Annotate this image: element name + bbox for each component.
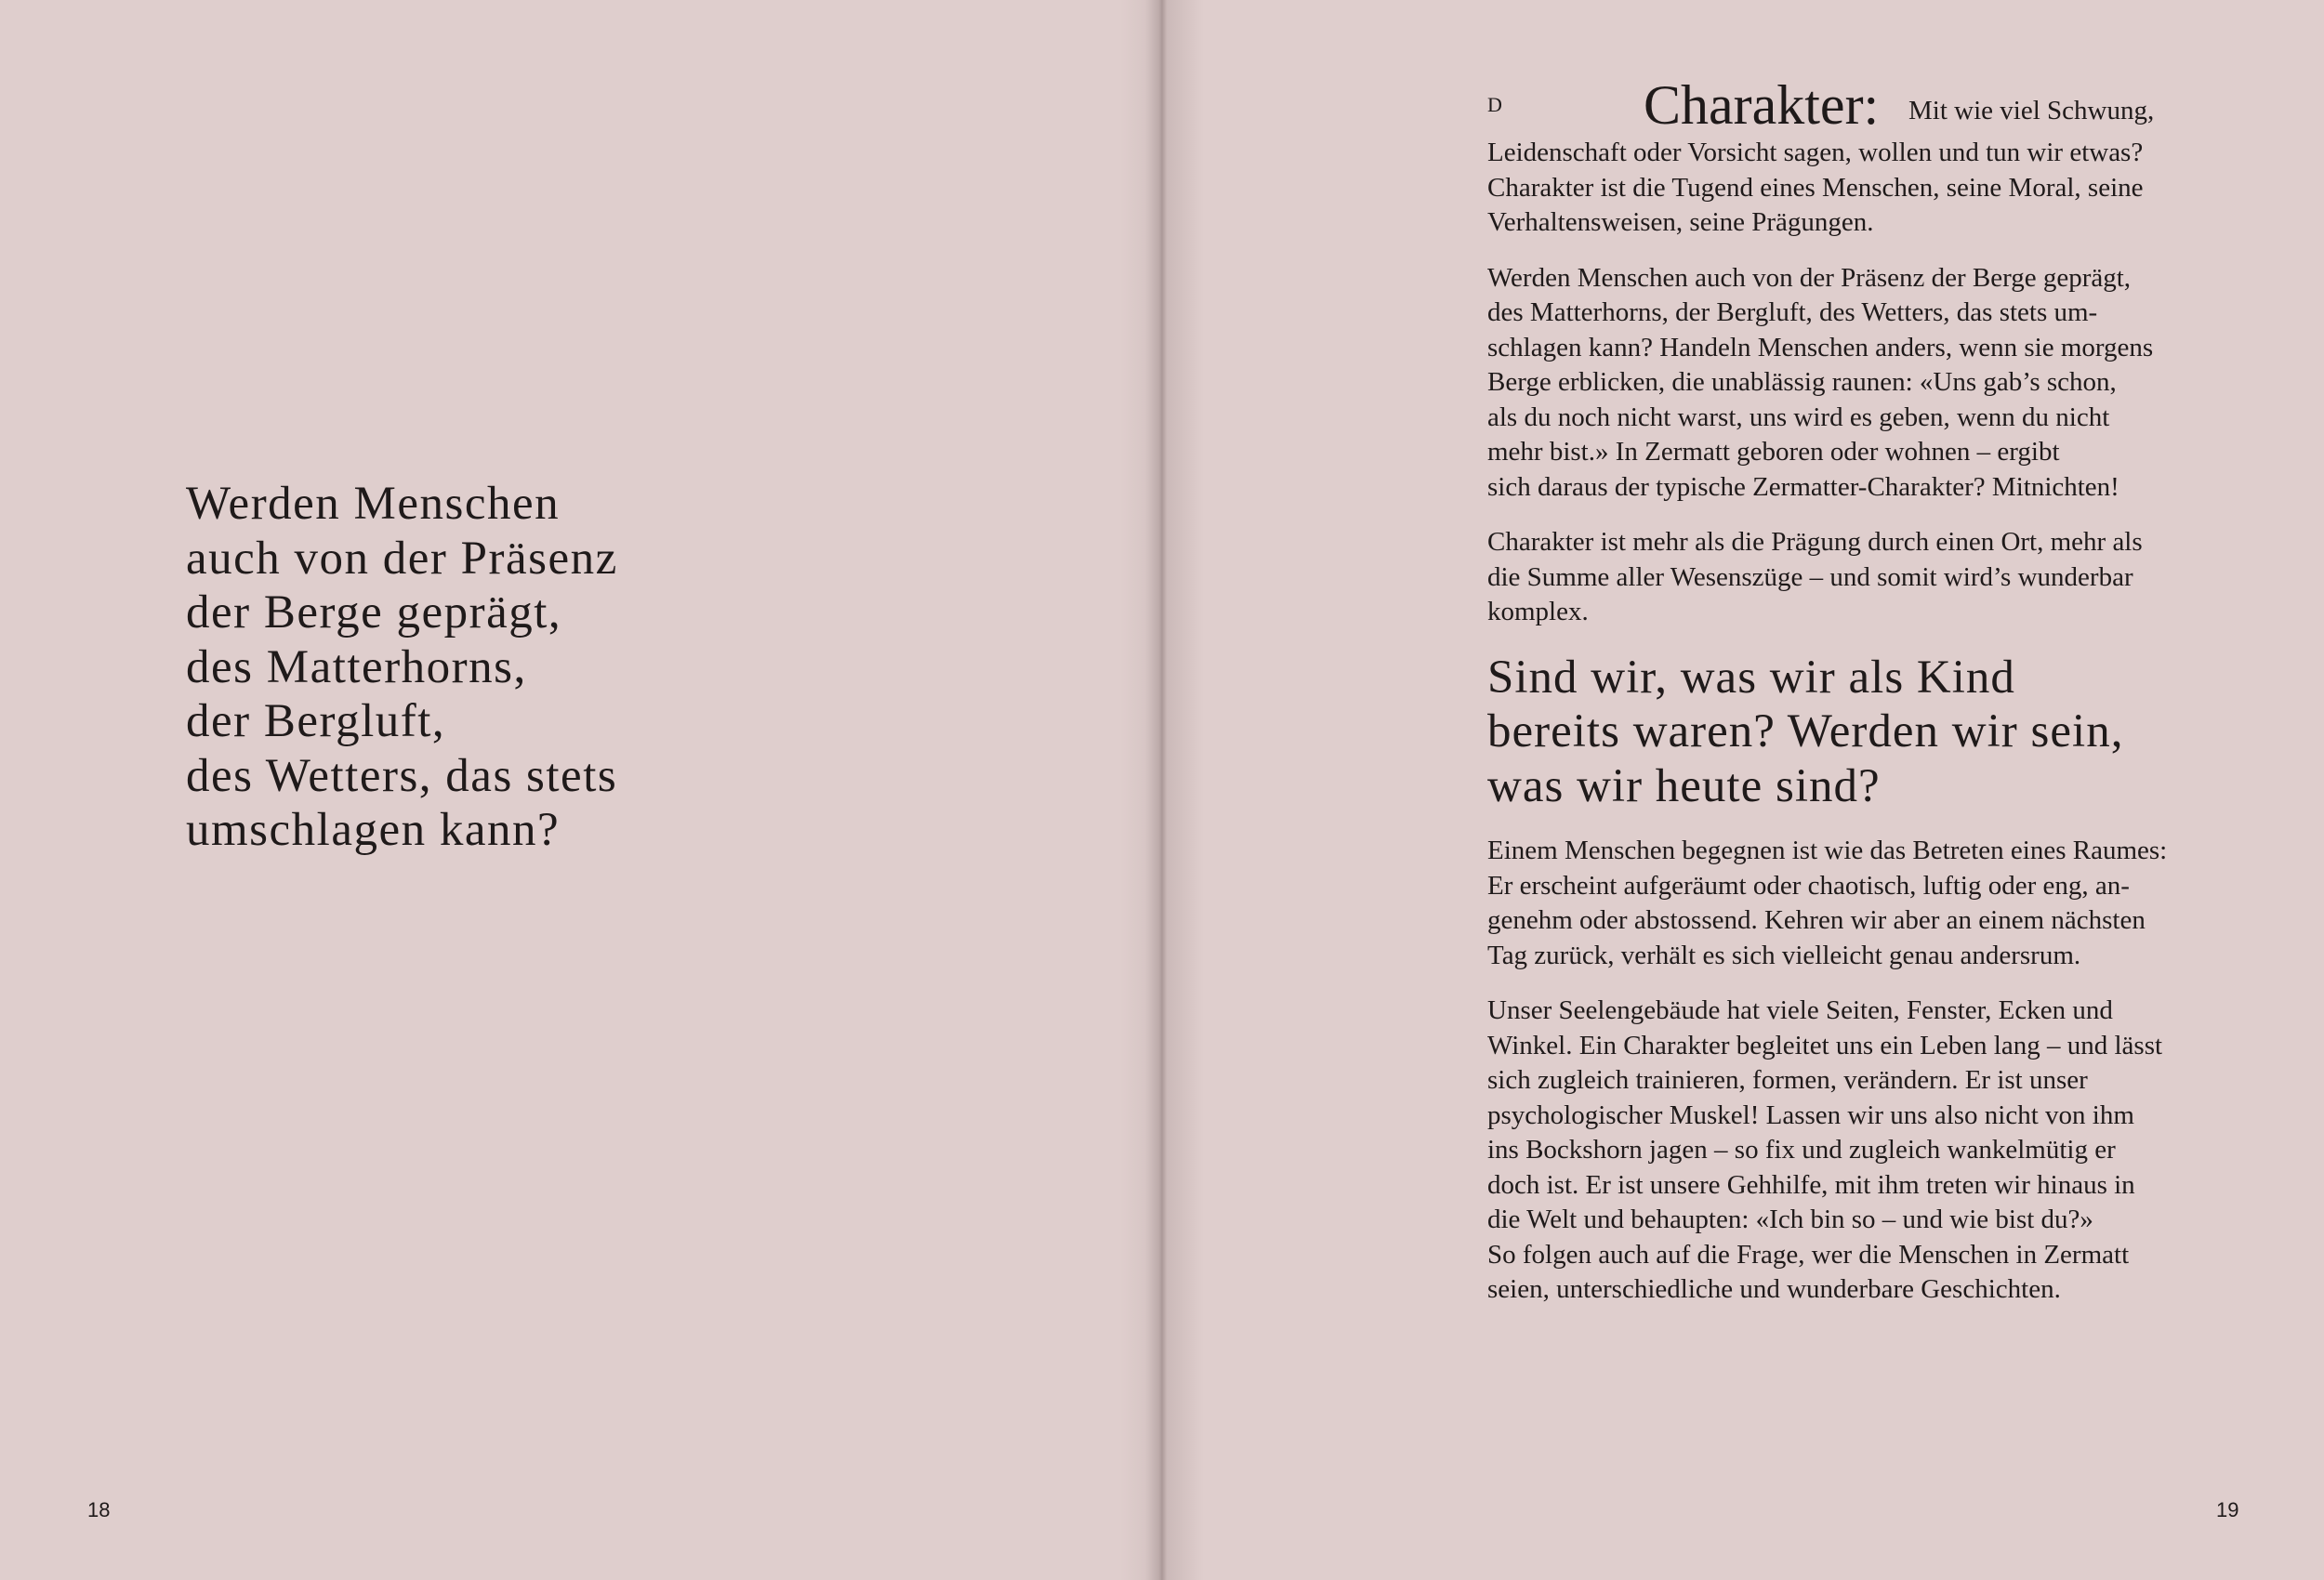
paragraph-line: sich daraus der typische Zermatter-Charakter? Mitnichten! (1487, 471, 2119, 502)
paragraph-line: schlagen kann? Handeln Menschen anders, wenn sie morgens (1487, 332, 2154, 362)
paragraph-line: doch ist. Er ist unsere Gehhilfe, mit ihm treten wir hinaus in (1487, 1169, 2135, 1200)
paragraph-3 (1487, 525, 2250, 630)
body-text-column (1487, 74, 2250, 1328)
paragraph-line: Werden Menschen auch von der Präsenz der Berge geprägt, (1487, 262, 2132, 293)
page-number-right: 19 (2216, 1498, 2239, 1521)
paragraph-line: So folgen auch auf die Frage, wer die Menschen in Zermatt (1487, 1239, 2130, 1270)
pull-quote-line: der Bergluft, (186, 695, 446, 747)
intro-first-line (1487, 74, 2250, 136)
pull-quote-line: umschlagen kann? (186, 804, 561, 856)
subheading-line: was wir heute sind? (1487, 759, 1881, 812)
paragraph-line: des Matterhorns, der Bergluft, des Wetters, das stets um- (1487, 297, 2098, 327)
drop-initial: D (1487, 93, 1502, 116)
paragraph-line: komplex. (1487, 597, 1589, 626)
subheading-line: Sind wir, was wir als Kind (1487, 651, 2015, 704)
paragraph-line: genehm oder abstossend. Kehren wir aber an einem nächsten (1487, 905, 2146, 935)
paragraph-line: mehr bist.» In Zermatt geboren oder wohnen – ergibt (1487, 437, 2060, 467)
paragraph-5 (1487, 994, 2250, 1308)
pull-quote (186, 477, 837, 858)
paragraph-line: Charakter ist die Tugend eines Menschen, seine Moral, seine (1487, 172, 2144, 203)
paragraph-line: psychologischer Muskel! Lassen wir uns also nicht von ihm (1487, 1099, 2134, 1130)
intro-first-line-text: Mit wie viel Schwung, (1908, 96, 2155, 125)
paragraph-line: Berge erblicken, die unablässig raunen: «Uns gab’s schon, (1487, 367, 2117, 397)
pull-quote-line: der Berge geprägt, (186, 586, 562, 639)
paragraph-line: Winkel. Ein Charakter begleitet uns ein Leben lang – und lässt (1487, 1030, 2163, 1060)
paragraph-line: die Summe aller Wesenszüge – und somit wird’s wunderbar (1487, 561, 2133, 592)
paragraph-line: Unser Seelengebäude hat viele Seiten, Fenster, Ecken und (1487, 995, 2113, 1025)
keyword-heading: Charakter: (1644, 74, 1880, 136)
paragraph-line: sich zugleich trainieren, formen, verändern. Er ist unser (1487, 1065, 2088, 1095)
paragraph-line: Er erscheint aufgeräumt oder chaotisch, luftig oder eng, an- (1487, 870, 2130, 901)
subheading-line: bereits waren? Werden wir sein, (1487, 705, 2124, 757)
paragraph-line: Verhaltensweisen, seine Prägungen. (1487, 207, 1874, 237)
paragraph-2 (1487, 261, 2250, 506)
paragraph-line: Einem Menschen begegnen ist wie das Betreten eines Raumes: (1487, 836, 2168, 865)
paragraph-line: Tag zurück, verhält es sich vielleicht genau andersrum. (1487, 940, 2081, 970)
pull-quote-line: des Wetters, das stets (186, 749, 618, 802)
intro-paragraph (1487, 74, 2250, 241)
paragraph-4 (1487, 834, 2250, 973)
page-number-left: 18 (87, 1498, 111, 1521)
pull-quote-line: auch von der Präsenz (186, 532, 618, 585)
section-subheading (1487, 651, 2250, 814)
paragraph-line: seien, unterschiedliche und wunderbare Geschichten. (1487, 1274, 2061, 1304)
paragraph-line: Leidenschaft oder Vorsicht sagen, wollen und tun wir etwas? (1487, 138, 2144, 167)
paragraph-line: Charakter ist mehr als die Prägung durch einen Ort, mehr als (1487, 527, 2143, 557)
paragraph-line: als du noch nicht warst, uns wird es geben, wenn du nicht (1487, 402, 2110, 432)
paragraph-line: die Welt und behaupten: «Ich bin so – und wie bist du?» (1487, 1205, 2093, 1234)
pull-quote-line: des Matterhorns, (186, 640, 527, 693)
pull-quote-line: Werden Menschen (186, 478, 561, 530)
paragraph-line: ins Bockshorn jagen – so fix und zugleich wankelmütig er (1487, 1135, 2116, 1165)
